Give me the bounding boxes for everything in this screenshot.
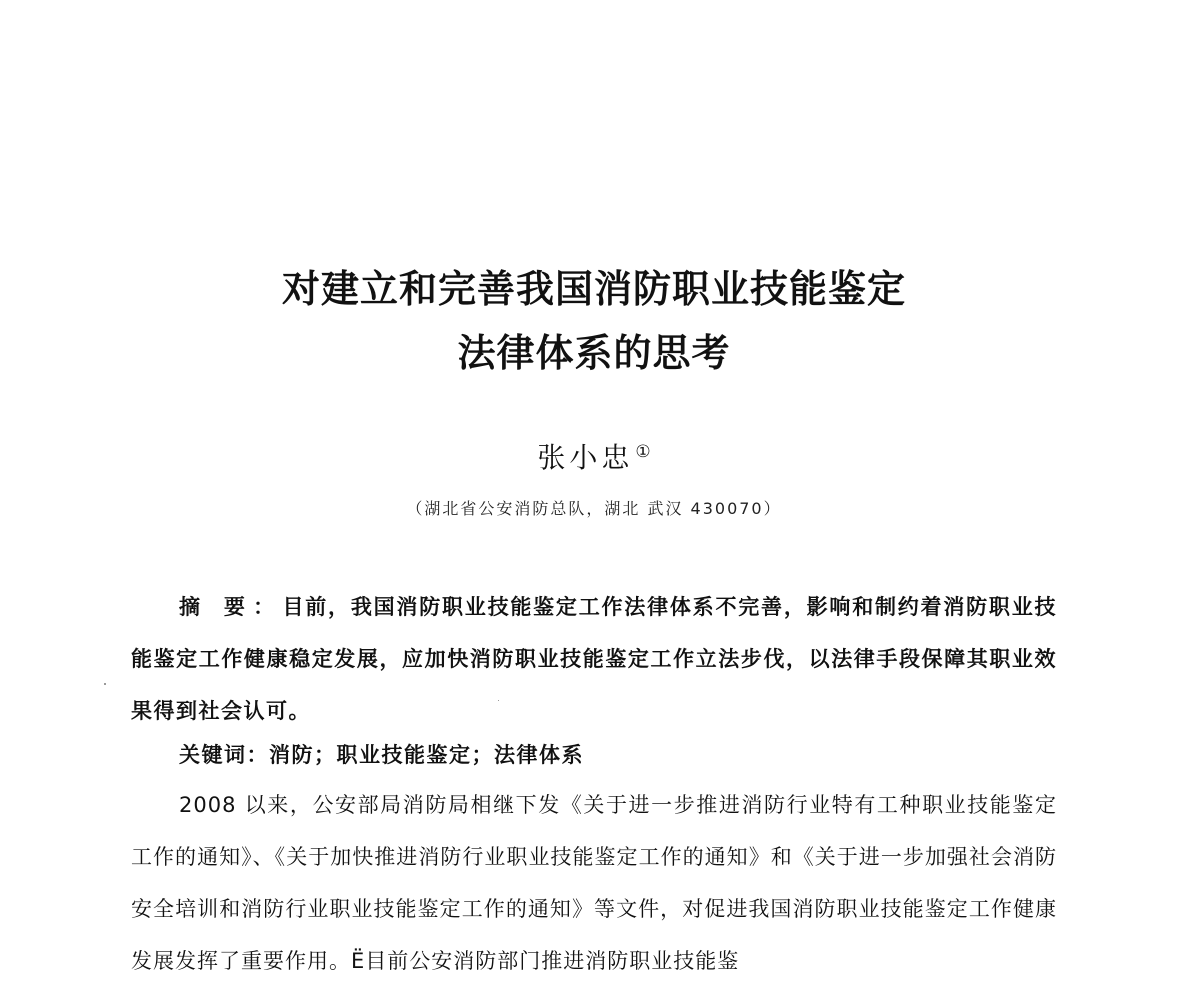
author-footnote-mark: ①: [635, 441, 651, 462]
keywords-label: 关键词：: [179, 742, 269, 767]
scan-speck: [104, 683, 106, 685]
paper-title-line-2: 法律体系的思考: [457, 331, 731, 375]
abstract-text: 目前，我国消防职业技能鉴定工作法律体系不完善，影响和制约着消防职业技能鉴定工作健康稳定发展，应加快消防职业技能鉴定工作立法步伐，以法律手段保障其职业效果得到社会认可。: [131, 594, 1057, 723]
author-name: 张小忠: [537, 441, 634, 474]
paper-title-line-1: 对建立和完善我国消防职业技能鉴定: [281, 267, 906, 311]
keywords: [131, 729, 1057, 781]
scan-speck: [498, 700, 499, 701]
body-paragraph: 2008 以来，公安部局消防局相继下发《关于进一步推进消防行业特有工种职业技能鉴定工作的通知》、《关于加快推进消防行业职业技能鉴定工作的通知》和《关于进一步加强社会消防安全培训和消防行业职业技能鉴定工作的通知》等文件，对促进我国消防职业技能鉴定工作健康发展发挥了重要作用。Ё目前公安消防部门推进消防职业技能鉴: [131, 793, 1057, 973]
abstract: [131, 581, 1057, 737]
keywords-text: 消防；职业技能鉴定；法律体系: [269, 742, 584, 767]
abstract-label: 摘 要：: [179, 594, 283, 619]
author: [0, 436, 1188, 476]
author-affiliation: （湖北省公安消防总队，湖北 武汉 430070）: [406, 499, 782, 518]
